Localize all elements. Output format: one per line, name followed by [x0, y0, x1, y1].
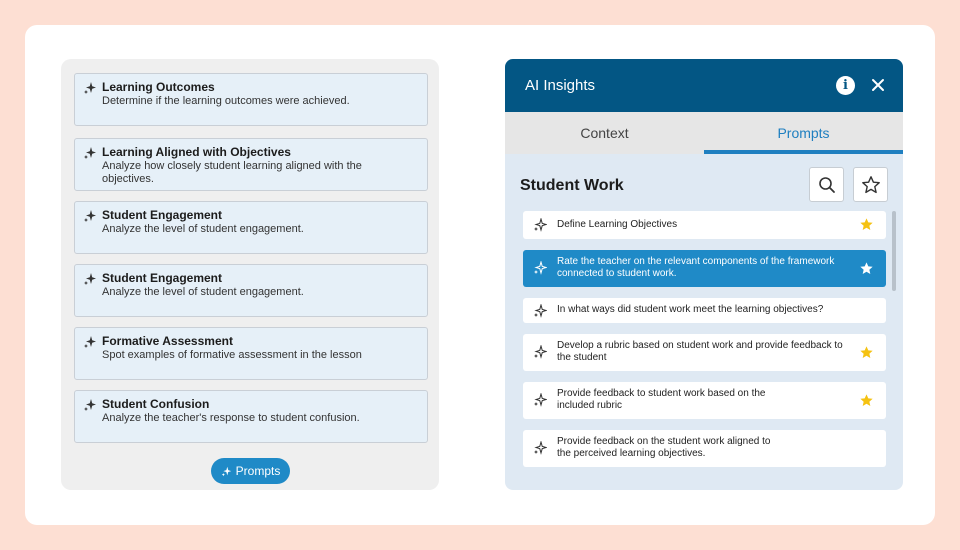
list-item-text: Provide feedback to student work based on the included rubric	[557, 388, 766, 411]
panel-title: AI Insights	[525, 77, 596, 94]
sparkle-icon	[83, 146, 97, 160]
prompt-card-formative-assessment[interactable]	[74, 327, 428, 380]
list-item[interactable]	[523, 382, 886, 419]
card-description: Analyze the teacher's response to student confusion.	[102, 412, 360, 424]
card-title: Learning Outcomes	[102, 80, 215, 94]
list-item-text: Develop a rubric based on student work and provide feedback to the student	[557, 340, 843, 363]
sparkle-icon	[533, 261, 547, 275]
prompt-library-panel	[61, 59, 439, 490]
sparkle-icon	[83, 398, 97, 412]
star-filled-icon[interactable]	[859, 261, 874, 276]
card-description: Analyze how closely student learning aligned with the objectives.	[102, 160, 362, 185]
tab-bar	[505, 112, 903, 154]
prompt-card-student-engagement-2[interactable]	[74, 264, 428, 317]
card-title: Student Confusion	[102, 397, 210, 411]
search-icon	[818, 176, 836, 194]
card-description: Determine if the learning outcomes were achieved.	[102, 95, 350, 107]
sparkle-icon	[533, 345, 547, 359]
list-item-text: In what ways did student work meet the learning objectives?	[557, 304, 824, 315]
prompt-card-learning-aligned[interactable]	[74, 138, 428, 191]
active-tab-indicator	[704, 150, 903, 154]
card-description: Analyze the level of student engagement.	[102, 286, 304, 298]
prompt-card-student-confusion[interactable]	[74, 390, 428, 443]
tab-context[interactable]: Context	[580, 125, 629, 141]
sparkle-icon	[533, 218, 547, 232]
card-description: Spot examples of formative assessment in the lesson	[102, 349, 362, 361]
panel-header	[505, 59, 903, 112]
sparkle-icon	[83, 335, 97, 349]
card-description: Analyze the level of student engagement.	[102, 223, 304, 235]
sparkle-icon	[533, 304, 547, 318]
card-title: Learning Aligned with Objectives	[102, 145, 291, 159]
list-item[interactable]	[523, 211, 886, 239]
star-outline-icon	[861, 175, 881, 195]
scrollbar-thumb[interactable]	[892, 211, 896, 291]
sparkle-icon	[221, 466, 232, 477]
sparkle-icon	[533, 441, 547, 455]
list-item[interactable]	[523, 430, 886, 467]
list-item-selected[interactable]	[523, 250, 886, 287]
search-button[interactable]	[809, 167, 844, 202]
list-item[interactable]	[523, 334, 886, 371]
section-title: Student Work	[520, 177, 624, 194]
info-icon[interactable]: i	[836, 76, 855, 95]
ai-insights-panel	[505, 59, 903, 490]
star-filled-icon[interactable]	[859, 393, 874, 408]
sparkle-icon	[83, 81, 97, 95]
card-title: Student Engagement	[102, 271, 223, 285]
favorites-button[interactable]	[853, 167, 888, 202]
list-item-text: Provide feedback on the student work aligned to the perceived learning objectives.	[557, 436, 771, 459]
card-title: Formative Assessment	[102, 334, 233, 348]
prompt-card-student-engagement[interactable]	[74, 201, 428, 254]
close-icon[interactable]	[869, 76, 887, 94]
prompt-card-learning-outcomes[interactable]	[74, 73, 428, 126]
list-item[interactable]	[523, 298, 886, 323]
card-title: Student Engagement	[102, 208, 223, 222]
prompts-button[interactable]	[211, 458, 290, 484]
tab-prompts[interactable]: Prompts	[777, 125, 830, 141]
star-filled-icon[interactable]	[859, 217, 874, 232]
star-filled-icon[interactable]	[859, 345, 874, 360]
prompts-button-label: Prompts	[235, 464, 281, 478]
sparkle-icon	[83, 209, 97, 223]
list-item-text: Define Learning Objectives	[557, 219, 678, 230]
sparkle-icon	[533, 393, 547, 407]
list-item-text: Rate the teacher on the relevant components of the framework connected to student work.	[557, 256, 835, 279]
sparkle-icon	[83, 272, 97, 286]
